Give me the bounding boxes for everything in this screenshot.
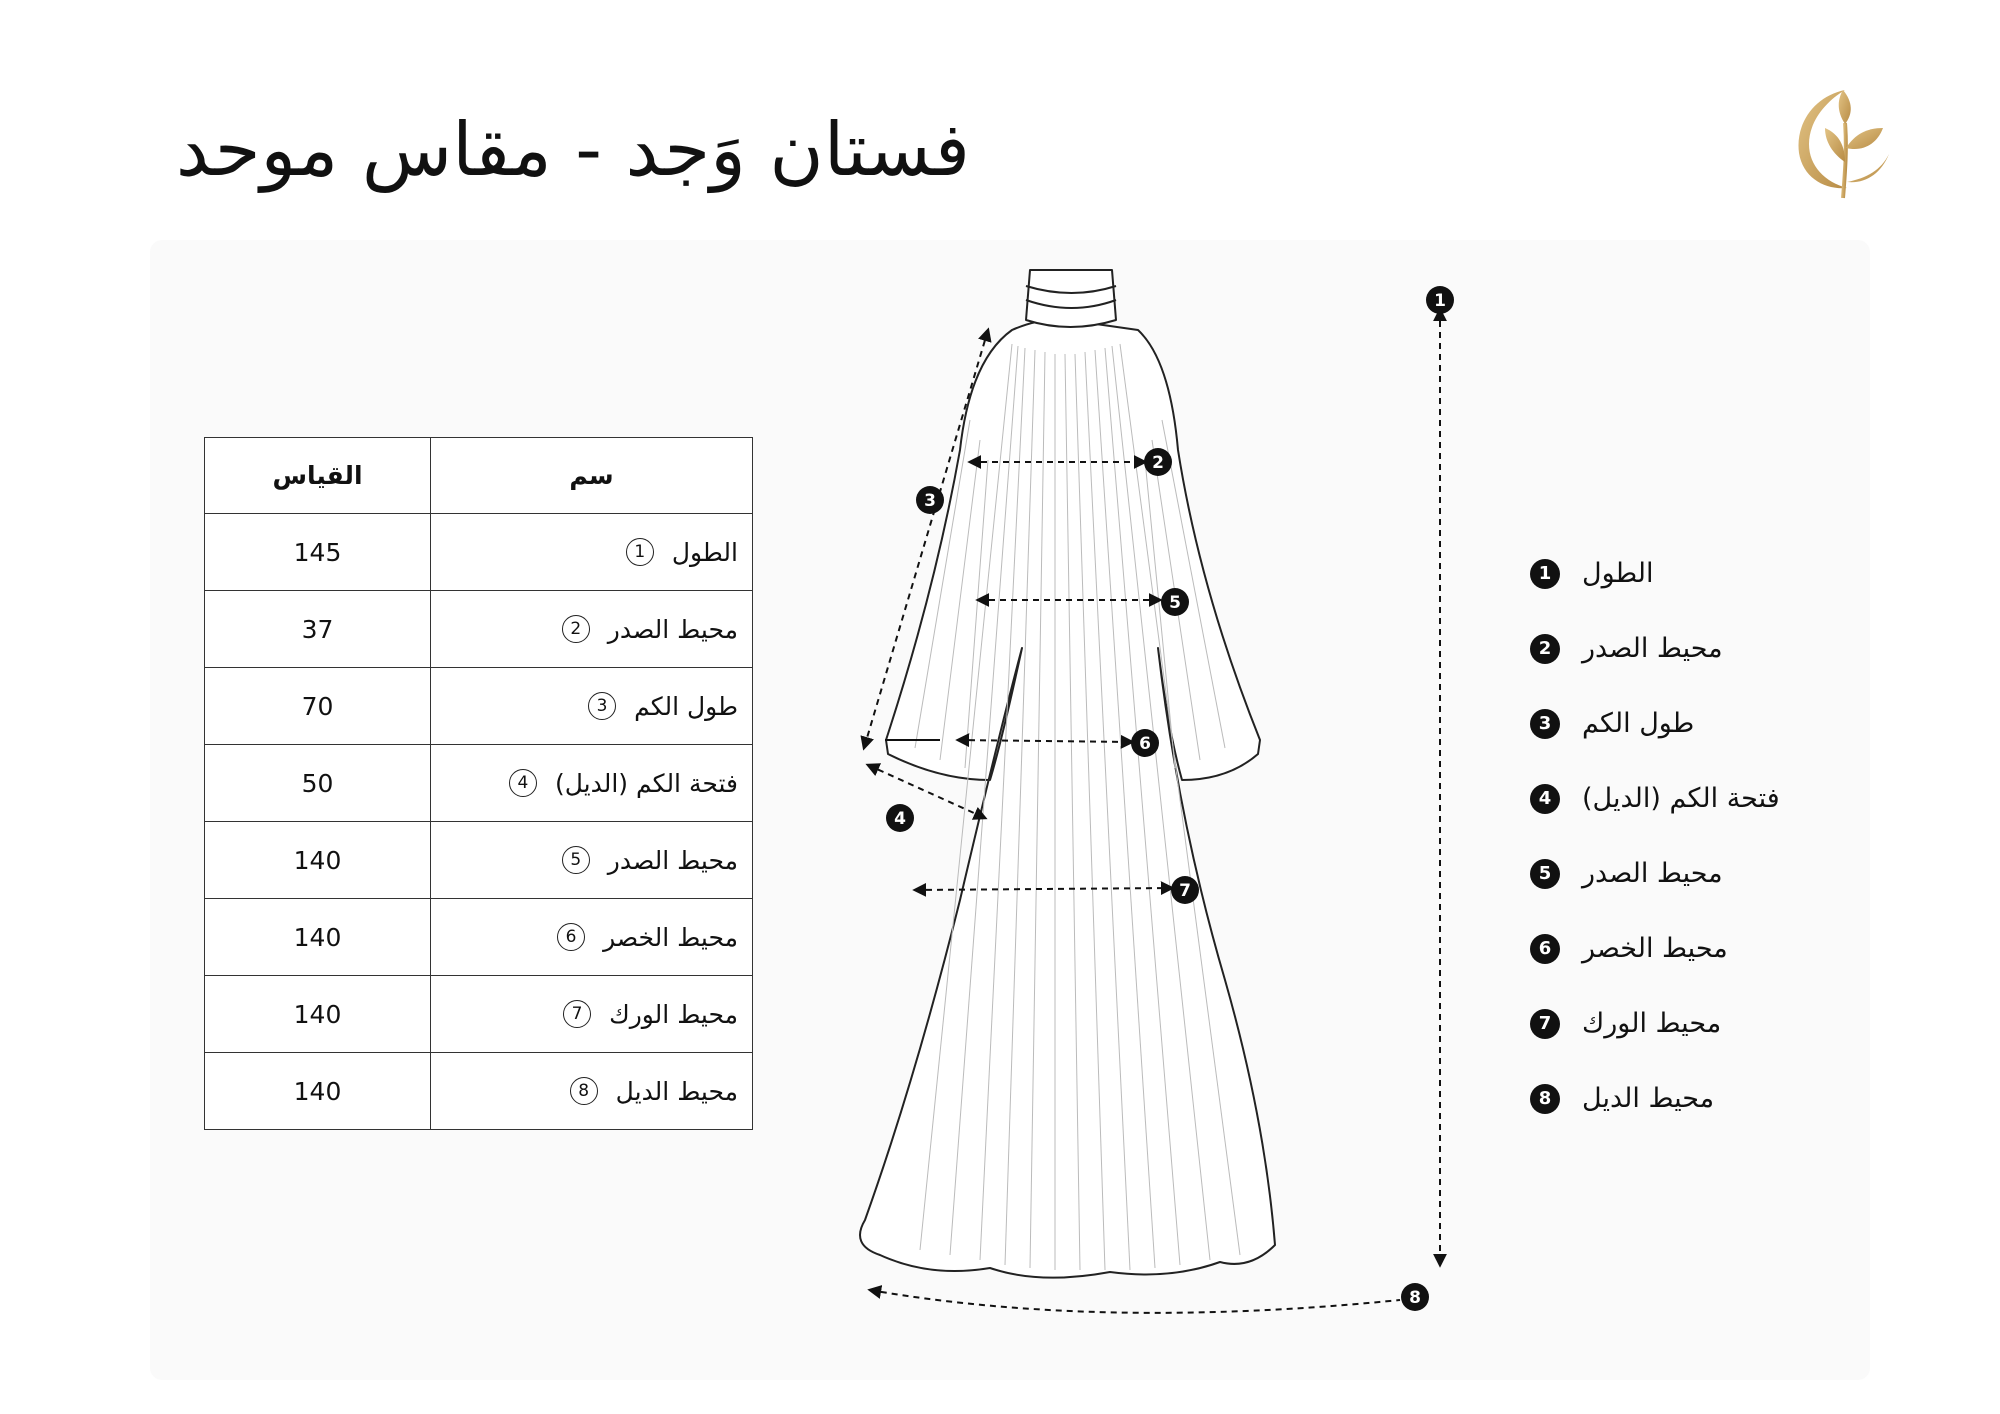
measurement-name: محيط الصدر [607,614,738,644]
measurement-number-badge: 2 [562,615,590,643]
legend-label: محيط الصدر [1582,858,1723,889]
measurement-legend [1530,536,1860,1136]
table-row [205,591,753,668]
measurement-number-badge: 4 [509,769,537,797]
table-header-row [205,438,753,514]
dress-diagram [840,260,1480,1340]
dress-outline [860,270,1275,1278]
measurement-number-badge: 8 [570,1077,598,1105]
diagram-marker-8-label: 8 [1409,1288,1421,1308]
measurement-name-cell [431,745,753,822]
measurement-name-cell [431,822,753,899]
diagram-marker-5-label: 5 [1169,593,1181,613]
legend-item [1530,1061,1860,1136]
measurement-value: 140 [205,976,431,1053]
diagram-marker-3-label: 3 [924,491,936,511]
legend-item [1530,686,1860,761]
table-row [205,822,753,899]
measurement-name-cell [431,591,753,668]
measurement-number-badge: 3 [588,692,616,720]
measurement-number-badge: 1 [626,538,654,566]
legend-label: محيط الورك [1582,1008,1722,1039]
measurement-name-cell [431,899,753,976]
table-row [205,899,753,976]
table-row [205,1053,753,1130]
measurement-value: 70 [205,668,431,745]
table-row [205,668,753,745]
measurement-number-badge: 7 [563,1000,591,1028]
measurement-name: فتحة الكم (الديل) [554,768,738,798]
legend-number-badge: 5 [1530,859,1560,889]
measurement-value: 140 [205,899,431,976]
measurement-value: 145 [205,514,431,591]
diagram-marker-4-label: 4 [894,809,906,829]
legend-label: طول الكم [1582,708,1695,739]
measurement-name-cell [431,514,753,591]
legend-label: الطول [1582,558,1654,589]
diagram-marker-2-label: 2 [1152,453,1164,473]
legend-number-badge: 4 [1530,784,1560,814]
table-row [205,745,753,822]
measurement-name: محيط الورك [609,999,738,1029]
legend-number-badge: 8 [1530,1084,1560,1114]
measurement-number-badge: 6 [557,923,585,951]
diagram-marker-1-label: 1 [1434,291,1446,311]
measurement-name: محيط الديل [615,1076,738,1106]
measurement-name: الطول [671,537,738,567]
size-table [204,437,753,1130]
table-row [205,976,753,1053]
diagram-marker-7-label: 7 [1179,881,1191,901]
legend-number-badge: 7 [1530,1009,1560,1039]
legend-item [1530,836,1860,911]
measurement-number-badge: 5 [562,846,590,874]
measurement-name-cell [431,976,753,1053]
legend-item [1530,986,1860,1061]
measurement-value: 140 [205,1053,431,1130]
legend-item [1530,611,1860,686]
header-name: سم [431,438,753,514]
golden-leaf-logo-icon [1785,78,1905,208]
legend-item [1530,761,1860,836]
measurement-name: محيط الصدر [607,845,738,875]
measurement-name-cell [431,1053,753,1130]
legend-label: محيط الخصر [1582,933,1728,964]
legend-label: محيط الديل [1582,1083,1715,1114]
legend-label: محيط الصدر [1582,633,1723,664]
measurement-name-cell [431,668,753,745]
page-title: فستان وَجد - مقاس موحد [175,107,970,193]
legend-label: فتحة الكم (الديل) [1582,783,1780,814]
legend-item [1530,536,1860,611]
diagram-marker-6-label: 6 [1139,734,1151,754]
legend-item [1530,911,1860,986]
header-value: القياس [205,438,431,514]
measurement-value: 37 [205,591,431,668]
legend-number-badge: 6 [1530,934,1560,964]
legend-number-badge: 2 [1530,634,1560,664]
measurement-name: طول الكم [634,691,738,721]
measurement-name: محيط الخصر [603,922,738,952]
table-row [205,514,753,591]
legend-number-badge: 3 [1530,709,1560,739]
legend-number-badge: 1 [1530,559,1560,589]
measurement-value: 140 [205,822,431,899]
measurement-value: 50 [205,745,431,822]
